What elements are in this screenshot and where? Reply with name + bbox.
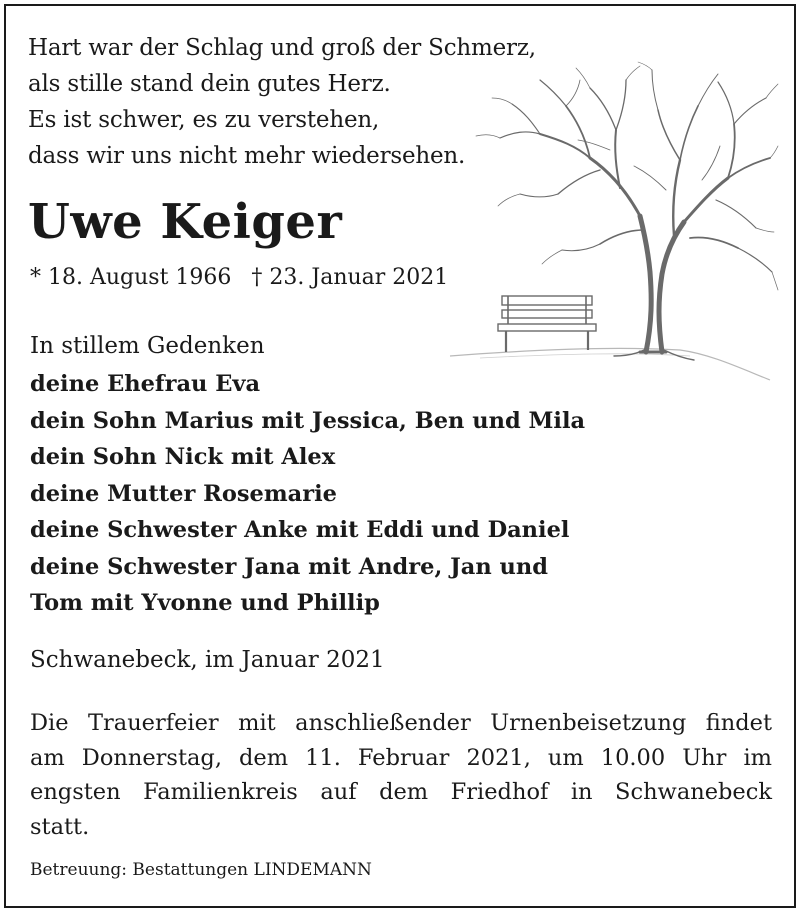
funeral-service-notice <box>30 706 772 844</box>
life-dates <box>30 262 448 294</box>
tree-icon <box>476 62 778 360</box>
place-and-date: Schwanebeck, im Januar 2021 <box>30 647 385 673</box>
deceased-name: Uwe Keiger <box>28 194 343 250</box>
family-member: dein Sohn Nick mit Alex <box>30 444 336 470</box>
family-member: deine Ehefrau Eva <box>30 371 261 397</box>
poem-line: dass wir uns nicht mehr wiedersehen. <box>28 143 466 169</box>
service-line: Die Trauerfeier mit anschließender Urnenbeisetzung findet <box>30 710 772 736</box>
service-line: statt. <box>30 813 90 840</box>
service-line: am Donnerstag, dem 11. Februar 2021, um 10.00 Uhr im <box>30 744 772 771</box>
family-member: deine Mutter Rosemarie <box>30 480 337 507</box>
memorial-intro: In stillem Gedenken <box>30 333 265 359</box>
family-member: dein Sohn Marius mit Jessica, Ben und Mila <box>30 407 586 434</box>
death-date: † 23. Januar 2021 <box>251 265 449 290</box>
birth-date: * 18. August 1966 <box>30 265 232 290</box>
family-member: Tom mit Yvonne und Phillip <box>30 590 380 616</box>
family-member: deine Schwester Anke mit Eddi und Daniel <box>30 517 570 543</box>
poem-line: als stille stand dein gutes Herz. <box>28 71 391 97</box>
funeral-home: Betreuung: Bestattungen LINDEMANN <box>30 860 372 880</box>
poem-line: Hart war der Schlag und groß der Schmerz, <box>28 35 536 61</box>
bench-icon <box>498 296 596 352</box>
tree-and-bench-illustration <box>440 60 780 390</box>
poem-line: Es ist schwer, es zu verstehen, <box>28 107 380 133</box>
service-line: engsten Familienkreis auf dem Friedhof in Schwanebeck <box>30 779 772 805</box>
family-member: deine Schwester Jana mit Andre, Jan und <box>30 553 548 580</box>
family-list <box>30 366 585 622</box>
